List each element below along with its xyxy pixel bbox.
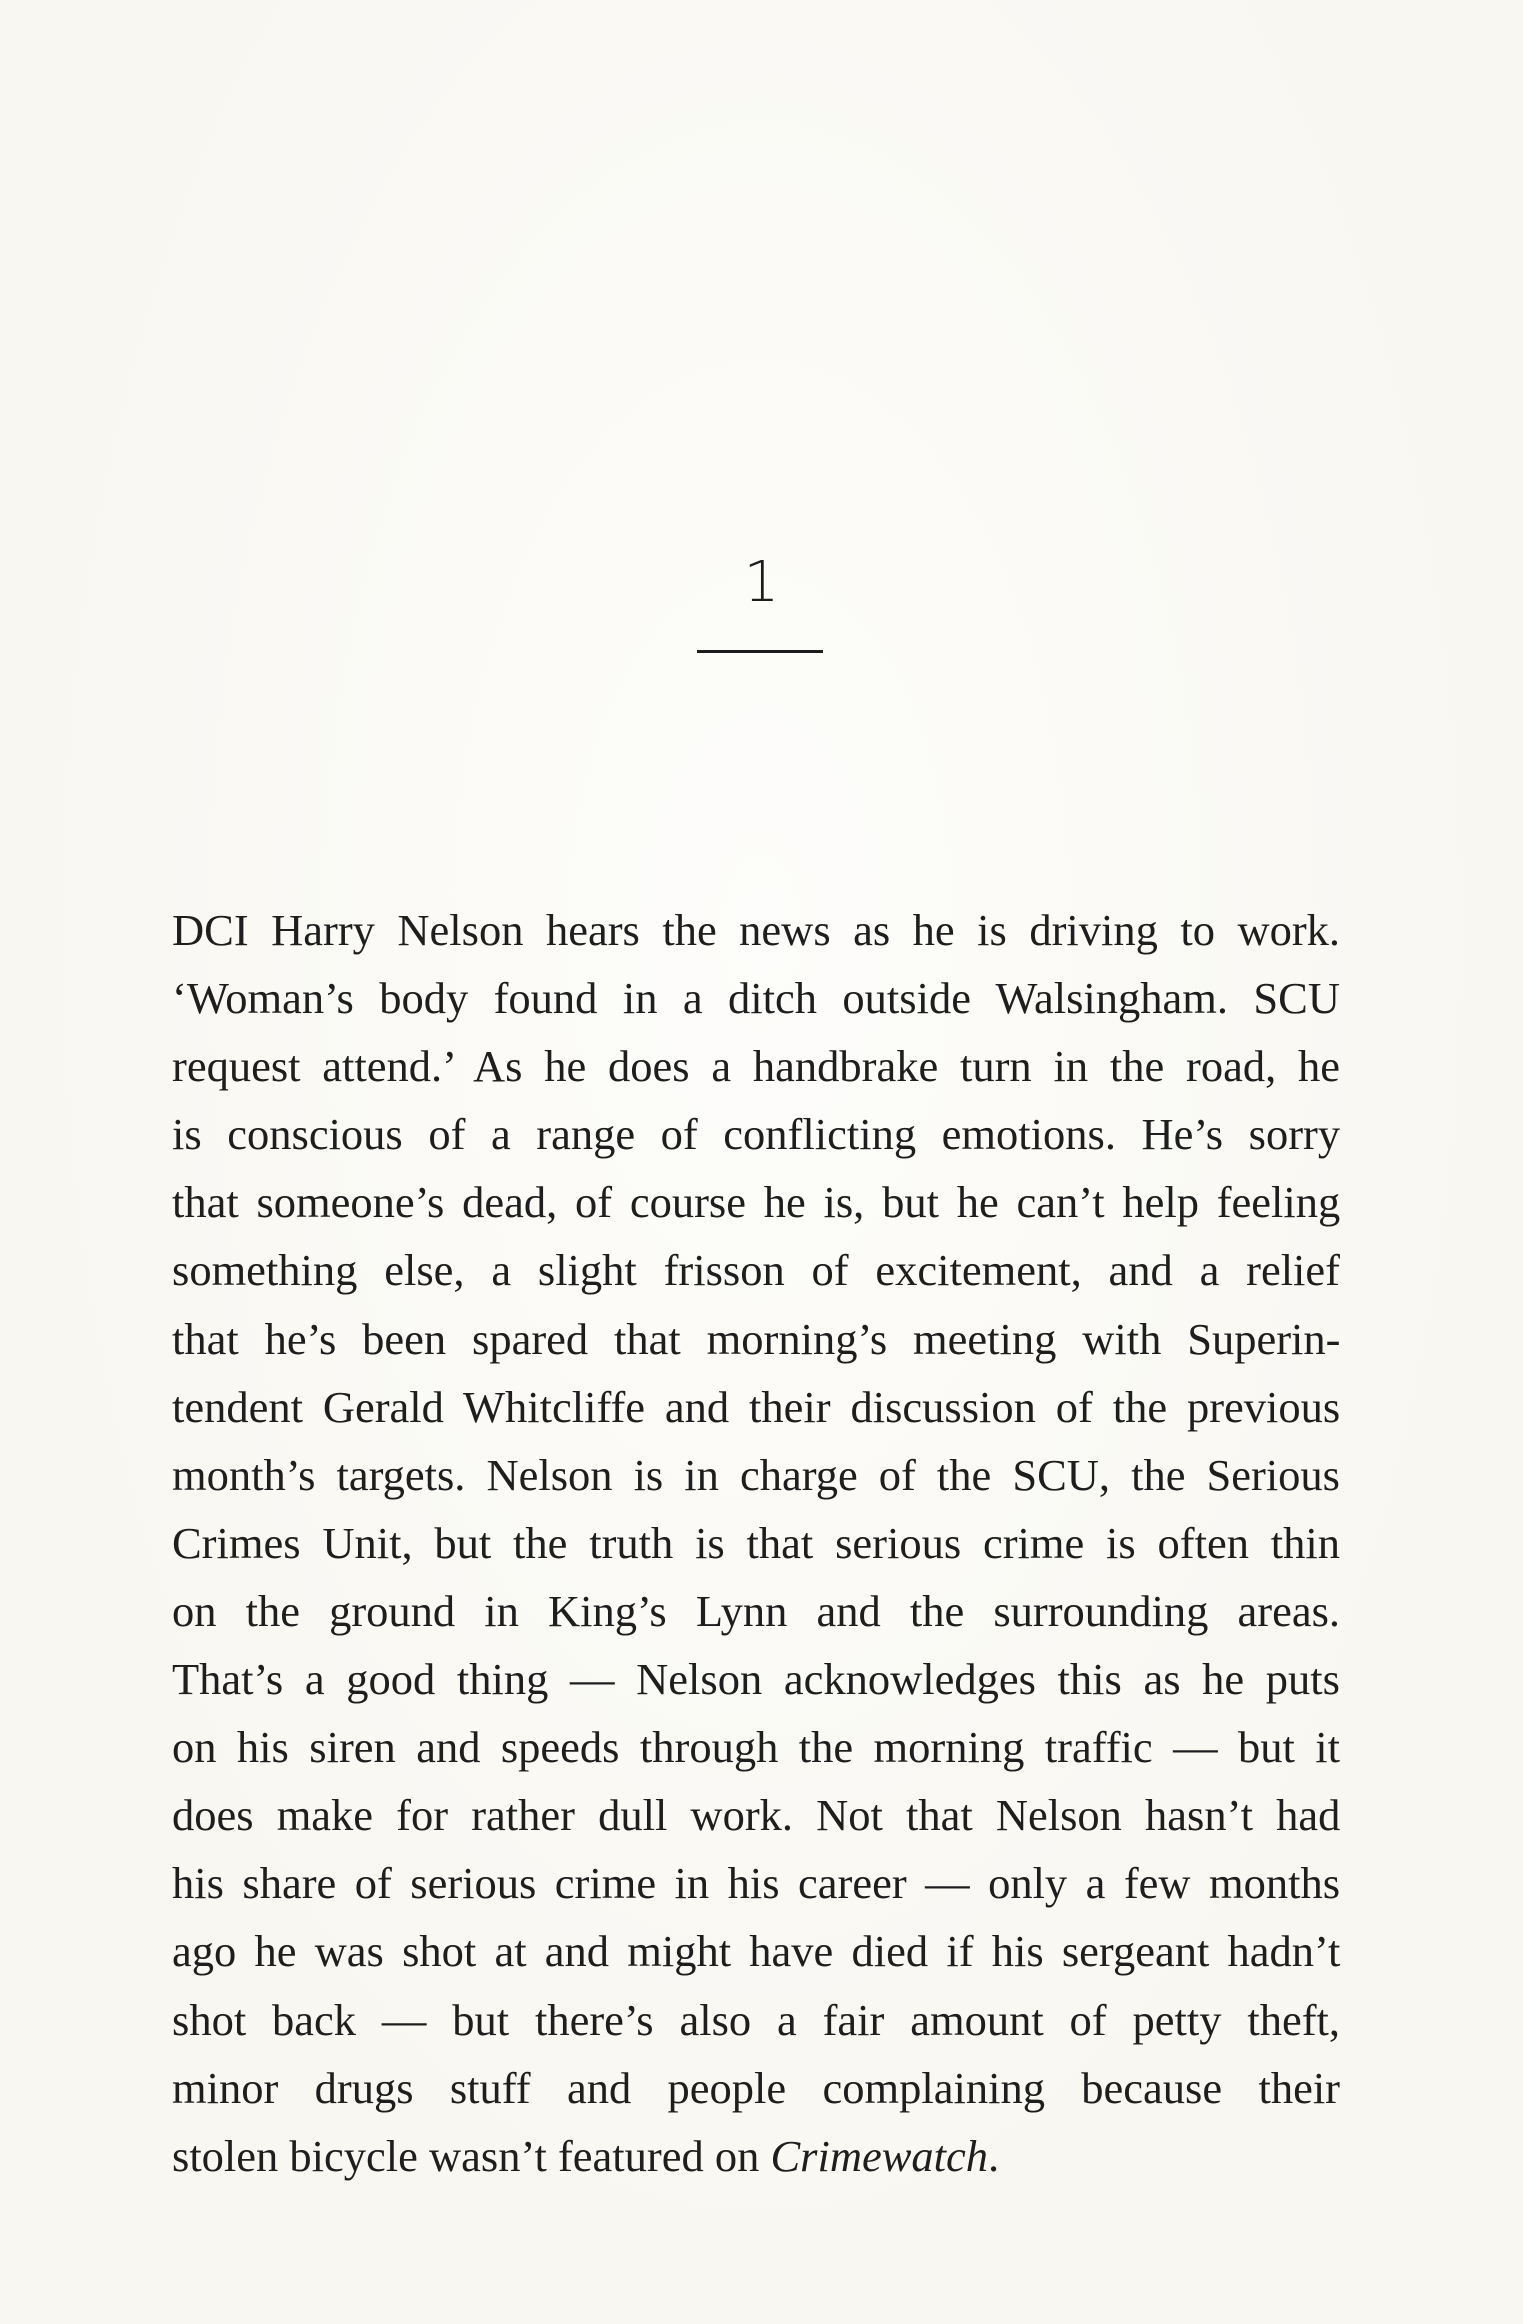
text-line: minor drugs stuff and people complaining because their xyxy=(172,2062,1340,2113)
text-line: his share of serious crime in his career — only a few months xyxy=(172,1858,1341,1909)
body-paragraph xyxy=(172,896,1340,2190)
text-line: month’s targets. Nelson is in charge of the SCU, the Serious xyxy=(172,1449,1340,1500)
text-line: That’s a good thing — Nelson acknowledges this as he puts xyxy=(172,1654,1340,1705)
text-line: request attend.’ As he does a handbrake turn in the road, he xyxy=(172,1041,1340,1092)
text-segment: . xyxy=(988,2130,1000,2181)
text-line-last xyxy=(172,2122,1340,2190)
text-line: on his siren and speeds through the morning traffic — but it xyxy=(172,1722,1340,1773)
chapter-number: 1 xyxy=(743,550,780,615)
text-line: on the ground in King’s Lynn and the surrounding areas. xyxy=(172,1585,1341,1636)
text-line: DCI Harry Nelson hears the news as he is driving to work. xyxy=(172,905,1341,955)
text-line: something else, a slight frisson of excitement, and a relief xyxy=(172,1245,1340,1296)
text-line: does make for rather dull work. Not that Nelson hasn’t had xyxy=(172,1790,1341,1841)
text-line: is conscious of a range of conflicting emotions. He’s sorry xyxy=(172,1109,1341,1160)
text-line: that he’s been spared that morning’s meeting with Superin- xyxy=(172,1313,1341,1364)
text-line: ago he was shot at and might have died if his sergeant hadn’t xyxy=(172,1926,1341,1977)
text-line: Crimes Unit, but the truth is that serious crime is often thin xyxy=(172,1517,1340,1568)
text-line: ‘Woman’s body found in a ditch outside Walsingham. SCU xyxy=(172,973,1340,1024)
chapter-rule xyxy=(697,650,823,653)
text-line: that someone’s dead, of course he is, but he can’t help feeling xyxy=(172,1177,1341,1228)
italic-title: Crimewatch xyxy=(770,2130,989,2181)
text-line: tendent Gerald Whitcliffe and their discussion of the previous xyxy=(172,1381,1341,1432)
text-segment: stolen bicycle wasn’t featured on xyxy=(172,2130,771,2181)
text-line: shot back — but there’s also a fair amount of petty theft, xyxy=(172,1994,1340,2045)
